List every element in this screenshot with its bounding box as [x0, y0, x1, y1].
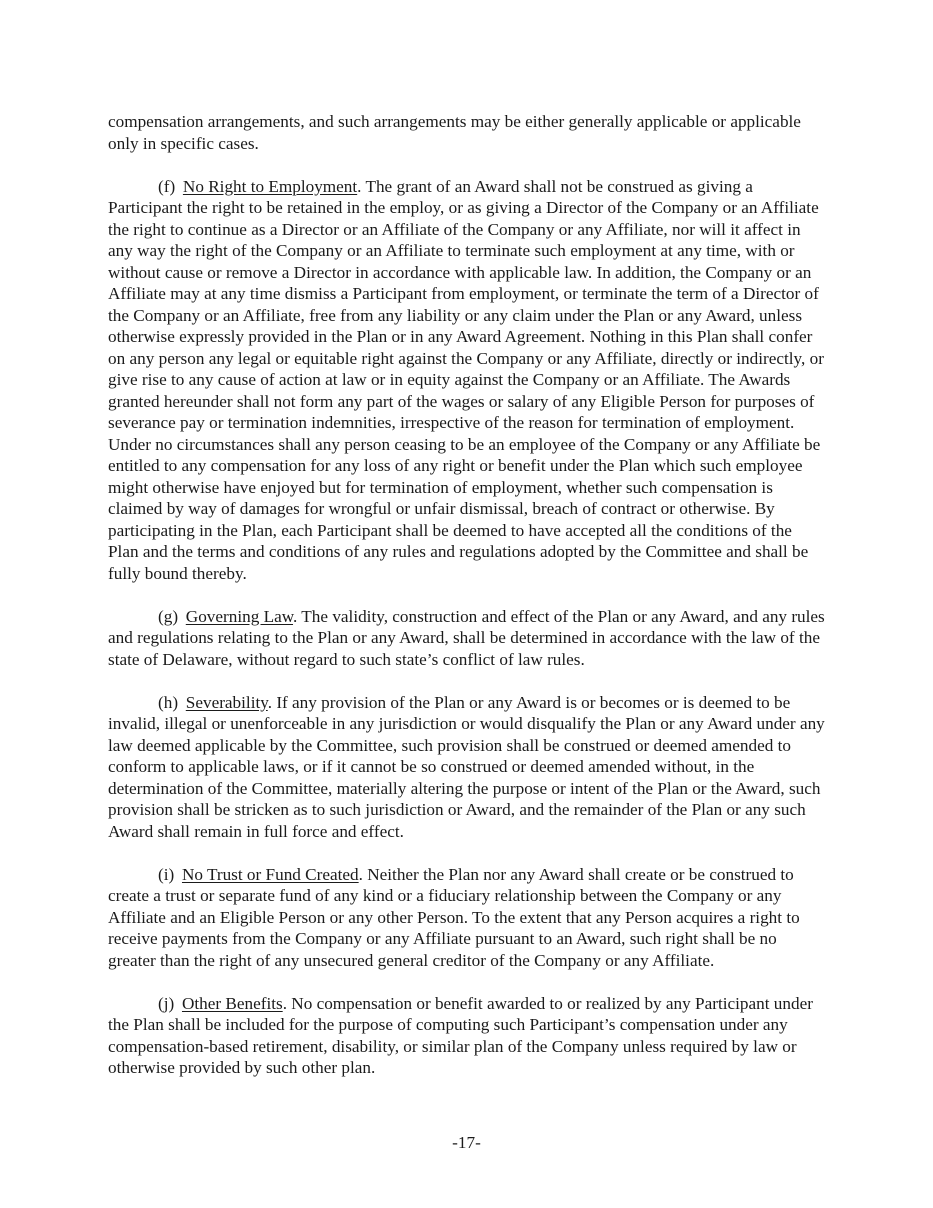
- page-number: -17-: [452, 1133, 481, 1152]
- paragraph-label: (f): [158, 176, 176, 196]
- paragraph-body: . Neither the Plan nor any Award shall create or be construed to create a trust or separate fund of any kind or a fiduciary relationship between the Company or any Affiliate and an Eligible Person or any other Person. To the extent that any Person acquires a right to receive payments from the Company or any Affiliate pursuant to an Award, such right shall be no greater than the right of any unsecured general creditor of the Company or any Affiliate.: [108, 864, 800, 970]
- paragraph-label: (h): [158, 692, 179, 712]
- paragraph-label: (i): [158, 864, 175, 884]
- section-heading: Governing Law: [185, 606, 294, 626]
- paragraph-body: . No compensation or benefit awarded to or realized by any Participant under the Plan shall be included for the purpose of computing such Participant’s compensation under any compensation-based retirement, disability, or similar plan of the Company unless required by law or otherwise provided by such other plan.: [108, 993, 813, 1077]
- section-heading: Severability: [185, 692, 268, 712]
- paragraph-body: . If any provision of the Plan or any Award is or becomes or is deemed to be invalid, illegal or unenforceable in any jurisdiction or would disqualify the Plan or any Award under any law deemed applicable by the Committee, such provision shall be construed or deemed amended to conform to applicable laws, or if it cannot be so construed or deemed amended without, in the determination of the Committee, materially altering the purpose or intent of the Plan or the Award, such provision shall be stricken as to such jurisdiction or Award, and the remainder of the Plan or any such Award shall remain in full force and effect.: [108, 692, 825, 841]
- section-heading: Other Benefits: [181, 993, 283, 1013]
- paragraph-governing-law: [108, 606, 826, 671]
- paragraph-severability: [108, 692, 826, 843]
- paragraph-continuation: [108, 111, 826, 154]
- paragraph-label: (j): [158, 993, 175, 1013]
- paragraph-other-benefits: [108, 993, 826, 1079]
- section-heading: No Right to Employment: [182, 176, 358, 196]
- paragraph-body: . The grant of an Award shall not be construed as giving a Participant the right to be retained in the employ, or as giving a Director of the Company or an Affiliate the right to continue as a Director or an Affiliate of the Company or any Affiliate, nor will it affect in any way the right of the Company or an Affiliate to terminate such employment at any time, with or without cause or remove a Director in accordance with applicable law. In addition, the Company or an Affiliate may at any time dismiss a Participant from employment, or terminate the term of a Director of the Company or an Affiliate, free from any liability or any claim under the Plan or any Award, unless otherwise expressly provided in the Plan or in any Award Agreement. Nothing in this Plan shall confer on any person any legal or equitable right against the Company or any Affiliate, directly or indirectly, or give rise to any cause of action at law or in equity against the Company or an Affiliate. The Awards granted hereunder shall not form any part of the wages or salary of any Eligible Person for purposes of severance pay or termination indemnities, irrespective of the reason for termination of employment. Under no circumstances shall any person ceasing to be an employee of the Company or any Affiliate be entitled to any compensation for any loss of any right or benefit under the Plan which such employee might otherwise have enjoyed but for termination of employment, whether such compensation is claimed by way of damages for wrongful or unfair dismissal, breach of contract or otherwise. By participating in the Plan, each Participant shall be deemed to have accepted all the conditions of the Plan and the terms and conditions of any rules and regulations adopted by the Committee and shall be fully bound thereby.: [108, 176, 824, 583]
- paragraph-no-trust-or-fund-created: [108, 864, 826, 972]
- paragraph-label: (g): [158, 606, 179, 626]
- paragraph-body: compensation arrangements, and such arrangements may be either generally applicable or applicable only in specific cases.: [108, 112, 801, 153]
- paragraph-no-right-to-employment: [108, 176, 826, 585]
- page-footer: [0, 1132, 933, 1154]
- section-heading: No Trust or Fund Created: [181, 864, 359, 884]
- paragraph-body: . The validity, construction and effect of the Plan or any Award, and any rules and regulations relating to the Plan or any Award, shall be determined in accordance with the law of the state of Delaware, without regard to such state’s conflict of law rules.: [108, 606, 825, 669]
